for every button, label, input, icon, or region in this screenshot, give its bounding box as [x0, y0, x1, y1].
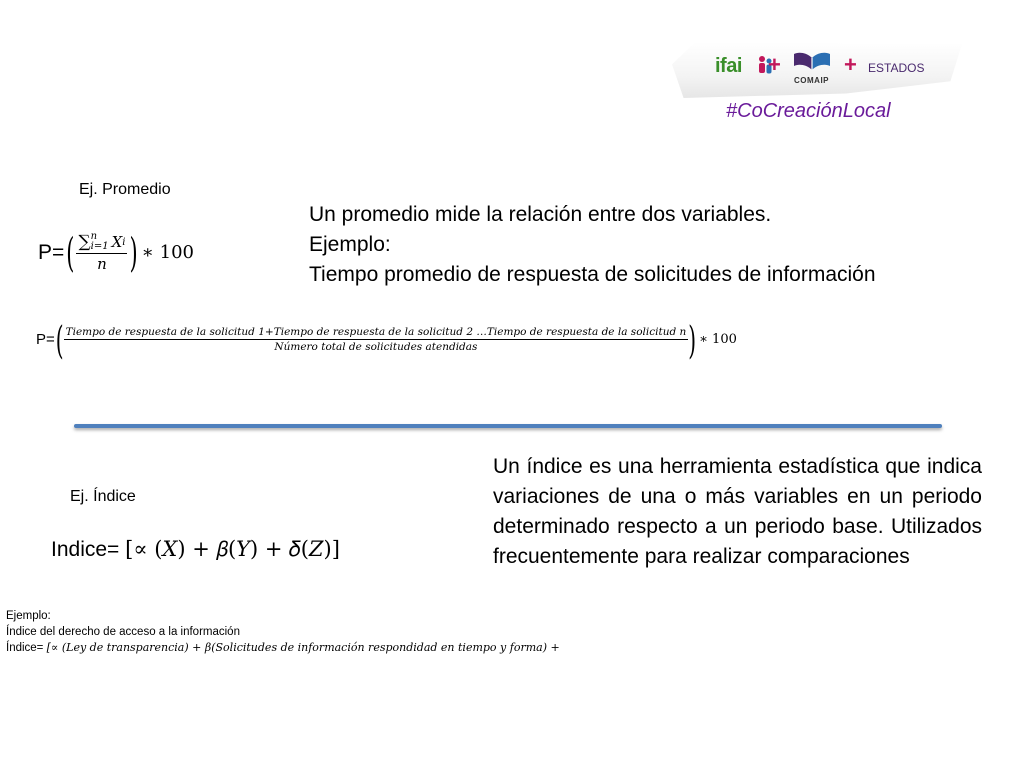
promedio-formula	[38, 229, 194, 276]
ifai-logo: ifai	[715, 55, 742, 77]
sum-term-sub: i	[122, 236, 126, 248]
estados-label: ESTADOS	[868, 61, 925, 75]
section-divider	[74, 424, 942, 428]
formula-prefix: P=	[38, 240, 65, 264]
logo-banner	[672, 42, 962, 98]
sum-lower: i=1	[90, 241, 109, 252]
long-numerator: Tiempo de respuesta de la solicitud 1+Tiempo de respuesta de la solicitud 2 …Tiempo de respuesta de la solicitud n	[65, 326, 687, 338]
hashtag: #CoCreaciónLocal	[726, 100, 891, 122]
sum-term: X	[111, 233, 123, 251]
indice-description: Un índice es una herramienta estadística que indica variaciones de una o más variables en un periodo determinado respecto a un periodo base. Utilizados frecuentemente para realizar comparaciones	[493, 455, 982, 568]
long-fraction	[64, 326, 689, 353]
plus-sign-1: +	[768, 52, 781, 77]
indice-formula-prefix: Indice=	[51, 538, 120, 561]
indice-formula	[51, 537, 340, 562]
formula-multiplier: ∗ 100	[141, 242, 194, 263]
promedio-denominator: n	[97, 255, 107, 273]
comaip-logo: COMAIP	[794, 76, 829, 85]
long-denominator: Número total de solicitudes atendidas	[274, 341, 478, 353]
example-prefix: Índice=	[6, 642, 44, 654]
example-formula: [∝ (Ley de transparencia) + β(Solicitudes de información respondidad en tiempo y forma) +	[46, 641, 560, 654]
long-formula-prefix: P=	[36, 331, 55, 348]
promedio-label: Ej. Promedio	[79, 181, 171, 198]
promedio-desc-line-2: Ejemplo:	[309, 233, 391, 256]
example-heading: Ejemplo:	[6, 610, 51, 622]
promedio-desc-line-3: Tiempo promedio de respuesta de solicitudes de información	[309, 263, 876, 286]
sum-symbol: ∑	[78, 232, 91, 252]
promedio-desc-line-1: Un promedio mide la relación entre dos variables.	[309, 203, 772, 226]
promedio-description	[309, 200, 989, 290]
indice-example	[6, 608, 560, 656]
promedio-long-formula	[36, 316, 737, 363]
comaip-book-icon	[790, 48, 834, 74]
sum-upper: n	[90, 231, 98, 242]
example-title: Índice del derecho de acceso a la información	[6, 626, 240, 638]
long-left-paren: (	[55, 316, 64, 363]
long-right-paren: )	[688, 316, 697, 363]
example-formula-line	[6, 640, 560, 656]
promedio-fraction	[76, 232, 127, 273]
indice-formula-math: [∝ (𝑋) + 𝛽(𝑌) + 𝛿(𝑍)]	[125, 537, 340, 561]
left-paren: (	[66, 229, 75, 276]
plus-sign-2: +	[844, 52, 857, 77]
right-paren: )	[129, 229, 138, 276]
long-formula-multiplier: ∗ 100	[699, 332, 737, 347]
indice-label: Ej. Índice	[70, 488, 136, 505]
